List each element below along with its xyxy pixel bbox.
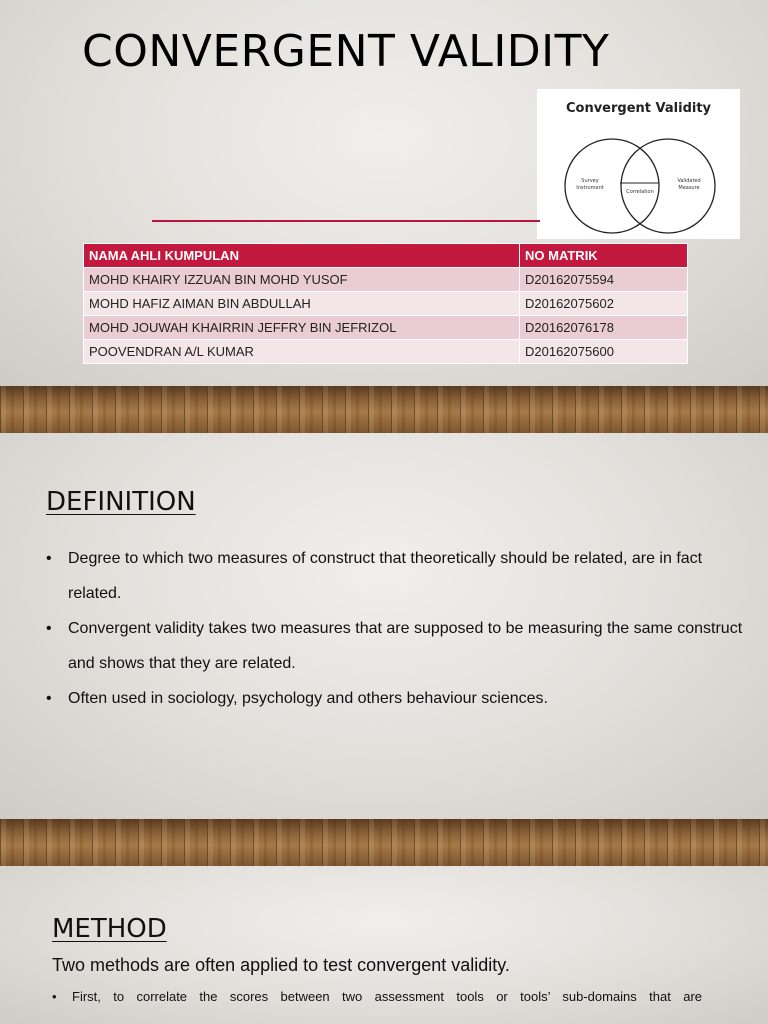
table-cell-name: MOHD JOUWAH KHAIRRIN JEFFRY BIN JEFRIZOL: [84, 316, 520, 340]
table-cell-matrik: D20162075602: [520, 292, 688, 316]
definition-list: [46, 541, 751, 716]
table-cell-name: MOHD KHAIRY IZZUAN BIN MOHD YUSOF: [84, 268, 520, 292]
venn-diagram-graphic: [537, 89, 740, 239]
list-item: • Often used in sociology, psychology and others behaviour sciences.: [46, 681, 751, 716]
definition-heading: DEFINITION: [46, 487, 196, 517]
members-table: [83, 243, 688, 364]
table-cell-name: POOVENDRAN A/L KUMAR: [84, 340, 520, 364]
wood-floor-divider: [0, 819, 768, 866]
list-item: • Convergent validity takes two measures that are supposed to be measuring the same construct and shows that they are related.: [46, 611, 751, 681]
slide-title-heading: CONVERGENT VALIDITY: [82, 26, 610, 77]
slide-definition: [0, 433, 768, 819]
venn-diagram: [537, 89, 740, 239]
table-header-row: [84, 244, 688, 268]
venn-left-label-1: Survey: [581, 178, 599, 184]
method-bullet-text: First, to correlate the scores between two assessment tools or tools’ sub-domains that are: [72, 989, 702, 1004]
table-header-matrik: NO MATRIK: [520, 244, 688, 268]
venn-diagram-title: Convergent Validity: [565, 101, 712, 116]
venn-left-label-2: Instrument: [576, 185, 604, 191]
bullet-marker: •: [52, 989, 57, 1004]
table-row: [84, 340, 688, 364]
title-divider: [152, 220, 540, 222]
list-item: • Degree to which two measures of construct that theoretically should be related, are in fact related.: [46, 541, 751, 611]
venn-right-circle: [621, 139, 715, 233]
venn-overlap-label: Correlation: [626, 189, 654, 195]
table-header-name: NAMA AHLI KUMPULAN: [84, 244, 520, 268]
table-row: [84, 268, 688, 292]
table-cell-matrik: D20162075594: [520, 268, 688, 292]
wood-floor-divider: [0, 386, 768, 433]
table-cell-matrik: D20162076178: [520, 316, 688, 340]
table-row: [84, 316, 688, 340]
method-heading: METHOD: [52, 914, 167, 944]
table-cell-matrik: D20162075600: [520, 340, 688, 364]
table-cell-name: MOHD HAFIZ AIMAN BIN ABDULLAH: [84, 292, 520, 316]
venn-right-label-2: Measure: [678, 185, 700, 191]
table-row: [84, 292, 688, 316]
venn-right-label-1: Validated: [677, 178, 701, 184]
slide-title: [0, 0, 768, 386]
method-intro-text: Two methods are often applied to test convergent validity.: [52, 955, 510, 975]
slide-method: [0, 866, 768, 1024]
method-bullet-item: [52, 989, 702, 1004]
